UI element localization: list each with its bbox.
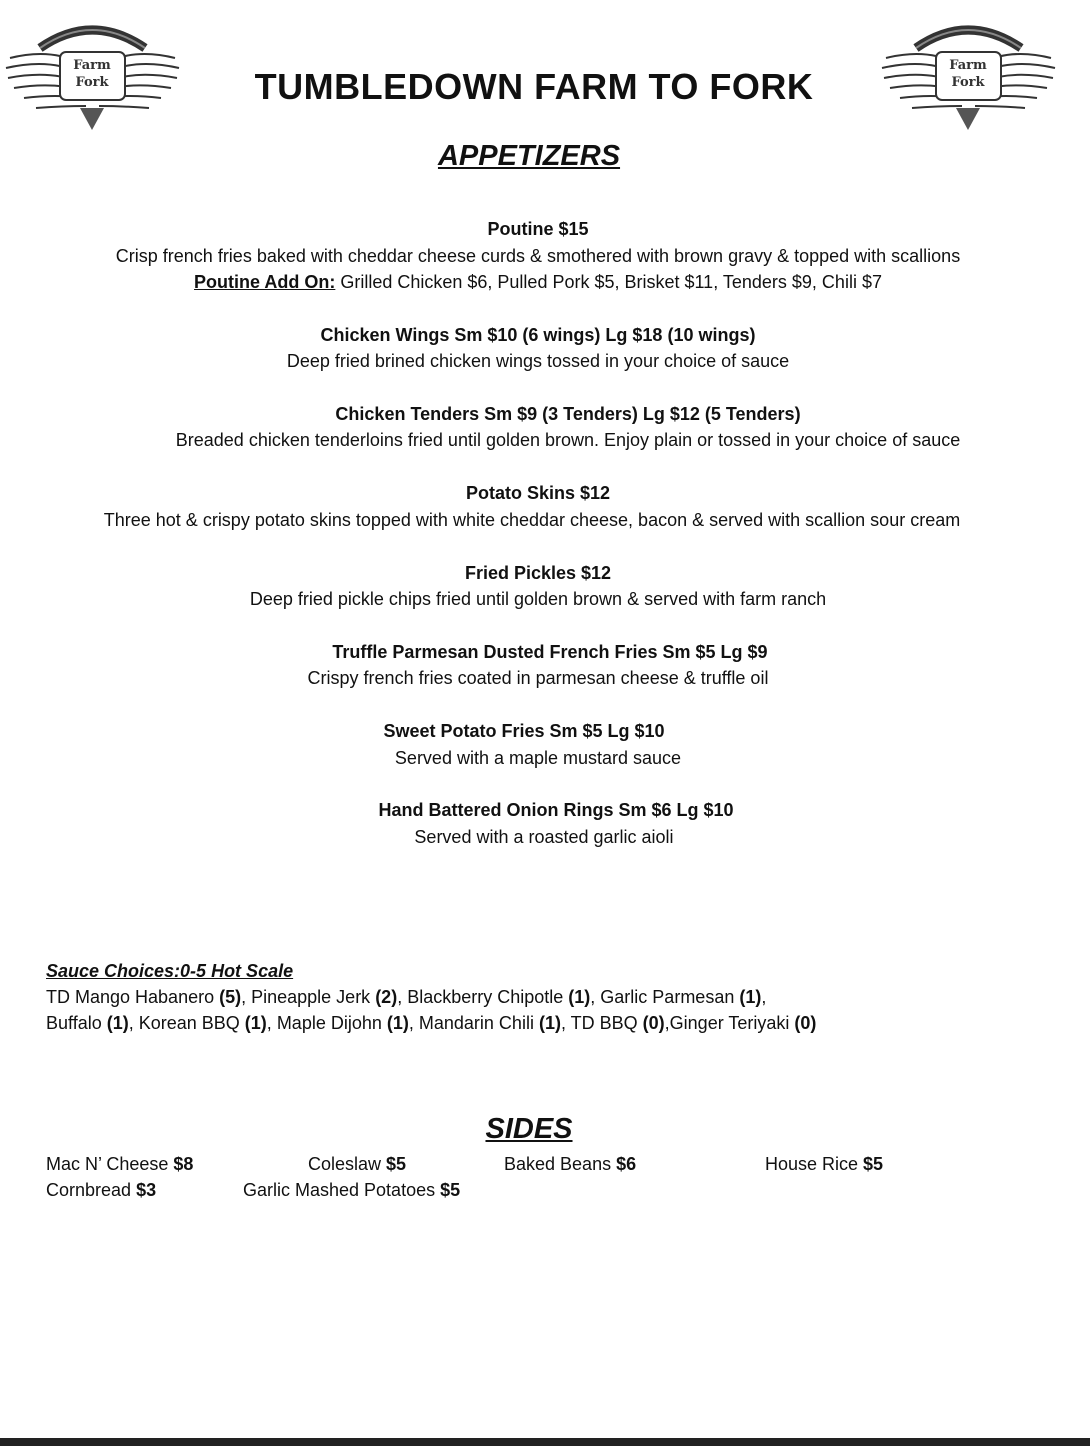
side-price: $5: [863, 1154, 884, 1174]
menu-item-name: Fried Pickles $12: [464, 563, 612, 583]
menu-item-name: Sweet Potato Fries Sm $5 Lg $10: [383, 721, 665, 741]
menu-item-name: Poutine $15: [487, 219, 589, 239]
side-price: $5: [386, 1154, 407, 1174]
sauce-name: Buffalo: [46, 1013, 107, 1033]
side-name: Mac N’ Cheese: [46, 1154, 174, 1174]
menu-item-name: Chicken Tenders Sm $9 (3 Tenders) Lg $12 (5 Tenders): [335, 404, 801, 424]
sauce-separator: ,: [241, 987, 252, 1007]
menu-item-name: Potato Skins $12: [465, 483, 611, 503]
logo-right: [876, 18, 1061, 136]
menu-item-desc: Crispy french fries coated in parmesan cheese & truffle oil: [307, 668, 769, 688]
menu-item-desc: Deep fried brined chicken wings tossed in your choice of sauce: [286, 351, 790, 371]
sauce-name: TD BBQ: [570, 1013, 643, 1033]
poutine-addon-label: Poutine Add On:: [194, 272, 336, 292]
menu-item-name: Hand Battered Onion Rings Sm $6 Lg $10: [378, 800, 734, 820]
sauce-heat: (2): [375, 987, 398, 1007]
menu-item-desc: Deep fried pickle chips fried until golden brown & served with farm ranch: [249, 589, 827, 609]
menu-item-desc: Crisp french fries baked with cheddar cheese curds & smothered with brown gravy & topped with scallions: [115, 246, 961, 266]
sauce-line-1: [46, 984, 816, 1010]
sauce-separator: ,: [128, 1013, 139, 1033]
sauce-heat: (1): [386, 1013, 409, 1033]
sauce-name: Garlic Parmesan: [600, 987, 740, 1007]
sauce-name: Pineapple Jerk: [251, 987, 376, 1007]
sauce-separator: ,: [408, 1013, 419, 1033]
sides-heading: SIDES: [485, 1113, 573, 1145]
side-item: [46, 1154, 193, 1175]
side-item: [504, 1154, 636, 1175]
sauce-heat: (1): [568, 987, 591, 1007]
side-name: House Rice: [765, 1154, 864, 1174]
sauce-line-2: [46, 1010, 816, 1036]
side-price: $8: [173, 1154, 194, 1174]
sauce-separator: ,: [397, 987, 408, 1007]
menu-item-name: Chicken Wings Sm $10 (6 wings) Lg $18 (10 wings): [320, 325, 756, 345]
svg-text:Farm: Farm: [73, 58, 111, 73]
side-name: Cornbread: [46, 1180, 137, 1200]
menu-item-name: Truffle Parmesan Dusted French Fries Sm $5 Lg $9: [332, 642, 768, 662]
menu-item-desc: Served with a roasted garlic aioli: [414, 827, 674, 847]
side-name: Baked Beans: [504, 1154, 617, 1174]
svg-text:Fork: Fork: [951, 75, 985, 90]
poutine-addon-text: Grilled Chicken $6, Pulled Pork $5, Brisket $11, Tenders $9, Chili $7: [335, 272, 882, 292]
sauce-separator: ,: [266, 1013, 277, 1033]
side-item: [765, 1154, 883, 1175]
sauce-heat: (1): [244, 1013, 267, 1033]
side-item: [46, 1180, 156, 1201]
sauce-separator: ,: [560, 1013, 571, 1033]
winged-logo-icon: [876, 18, 1061, 136]
bottom-bar: [0, 1438, 1090, 1446]
side-item: [308, 1154, 406, 1175]
svg-text:Farm: Farm: [949, 58, 987, 73]
menu-item-desc: Breaded chicken tenderloins fried until golden brown. Enjoy plain or tossed in your choice of sauce: [175, 430, 961, 450]
page-title: TUMBLEDOWN FARM TO FORK: [254, 66, 814, 107]
sauce-name: Korean BBQ: [138, 1013, 245, 1033]
menu-item-desc: Three hot & crispy potato skins topped with white cheddar cheese, bacon & served with scallion sour cream: [103, 510, 961, 530]
sauce-separator: ,: [761, 987, 767, 1007]
poutine-addon: [0, 271, 1076, 293]
sauce-separator: ,: [664, 1013, 670, 1033]
menu-item-desc: Served with a maple mustard sauce: [394, 748, 682, 768]
sauce-heat: (0): [794, 1013, 817, 1033]
side-price: $5: [440, 1180, 461, 1200]
side-price: $3: [136, 1180, 157, 1200]
sauce-heat: (0): [642, 1013, 665, 1033]
sauce-name: Ginger Teriyaki: [669, 1013, 795, 1033]
svg-text:Fork: Fork: [75, 75, 109, 90]
sauce-separator: ,: [590, 987, 601, 1007]
side-name: Coleslaw: [308, 1154, 387, 1174]
sauce-heat: (1): [739, 987, 762, 1007]
sauce-heat: (1): [106, 1013, 129, 1033]
sauce-name: Maple Dijohn: [276, 1013, 387, 1033]
sauce-choices: [46, 958, 816, 1036]
side-name: Garlic Mashed Potatoes: [243, 1180, 441, 1200]
sauce-heat: (1): [538, 1013, 561, 1033]
side-price: $6: [616, 1154, 637, 1174]
sauce-name: Mandarin Chili: [418, 1013, 539, 1033]
sauce-name: TD Mango Habanero: [46, 987, 220, 1007]
sauce-choices-title: Sauce Choices:0-5 Hot Scale: [46, 961, 294, 981]
side-item: [243, 1180, 460, 1201]
sauce-heat: (5): [219, 987, 242, 1007]
appetizers-heading: APPETIZERS: [437, 140, 621, 172]
sauce-name: Blackberry Chipotle: [407, 987, 569, 1007]
